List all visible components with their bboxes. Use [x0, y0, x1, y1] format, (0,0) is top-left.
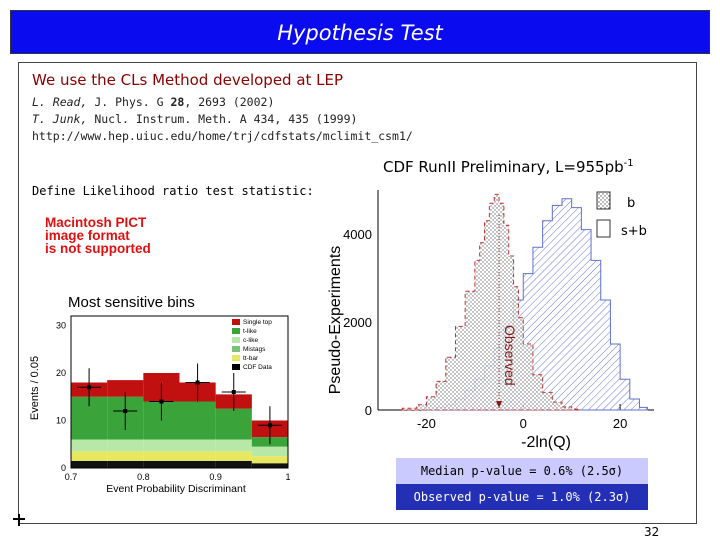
stacked-bar-segment	[252, 463, 288, 468]
median-p-value-box: Median p-value = 0.6% (2.5σ)	[396, 458, 648, 484]
ref-journal: J. Phys. G	[94, 95, 171, 109]
stacked-bar-segment	[107, 451, 143, 461]
legend-label: t-like	[243, 328, 257, 335]
y-tick-label: 0	[364, 403, 372, 418]
stacked-bar-segment	[143, 461, 179, 468]
legend-swatch-b	[596, 191, 612, 211]
y-tick-label: 10	[55, 415, 66, 426]
reference-2	[32, 112, 357, 126]
stacked-bar-segment	[71, 451, 107, 461]
reference-1	[32, 95, 274, 109]
data-point	[268, 423, 272, 427]
stacked-bar-segment	[216, 461, 252, 468]
title-bar	[10, 10, 710, 54]
observed-label: Observed	[502, 325, 519, 386]
stacked-bar-segment	[252, 447, 288, 457]
data-point	[87, 385, 91, 389]
stacked-bar-segment	[143, 440, 179, 452]
stacked-bar-segment	[71, 461, 107, 468]
stacked-bar-segment	[107, 461, 143, 468]
reference-url[interactable]: http://www.hep.uiuc.edu/home/trj/cdfstats/mclimit_csm1/	[32, 129, 413, 143]
ref-author: L. Read,	[32, 95, 88, 109]
pict-line: image format	[45, 228, 130, 243]
cdf-header-text: CDF RunII Preliminary, L=955pb	[383, 158, 624, 176]
observed-p-value-box: Observed p-value = 1.0% (2.3σ)	[396, 484, 648, 510]
x-tick-label: -20	[417, 416, 436, 431]
stacked-bar-segment	[180, 440, 216, 452]
ref-rest: , 2693 (2002)	[184, 95, 275, 109]
legend-label: CDF Data	[243, 364, 272, 371]
y-tick-label: 20	[55, 368, 66, 378]
legend-label: c-like	[243, 337, 259, 344]
stacked-bar-segment	[107, 440, 143, 452]
define-statistic-text: Define Likelihood ratio test statistic:	[32, 184, 314, 198]
stacked-bar-segment	[216, 440, 252, 452]
legend-label-sb: s+b	[621, 224, 647, 239]
stacked-bar-segment	[143, 451, 179, 461]
legend-swatch	[232, 319, 240, 325]
y-axis-label: Events / 0.05	[29, 355, 41, 421]
x-tick-label: 0.8	[137, 472, 150, 482]
data-point	[232, 390, 236, 394]
y-tick-label: 30	[55, 320, 66, 331]
method-heading: We use the CLs Method developed at LEP	[32, 71, 344, 89]
pict-line: is not supported	[45, 241, 151, 256]
legend-swatch	[232, 355, 240, 361]
cdf-header	[383, 158, 634, 176]
page-number: 32	[644, 525, 660, 539]
x-tick-label: 1	[285, 472, 291, 482]
y-axis-label: Pseudo-Experiments	[327, 245, 344, 395]
ref-journal: Nucl. Instrum. Meth. A 434, 435 (1999)	[94, 112, 358, 126]
y-tick-label: 2000	[343, 315, 372, 330]
most-sensitive-bins-label: Most sensitive bins	[68, 294, 195, 311]
x-tick-label: 0.9	[209, 472, 222, 482]
data-point	[159, 400, 163, 404]
x-axis-label: -2ln(Q)	[521, 434, 571, 451]
legend-swatch	[232, 337, 240, 343]
legend-swatch-sb	[596, 219, 612, 239]
stacked-bar-segment	[180, 402, 216, 440]
legend-label: Single top	[243, 319, 272, 326]
legend-swatch	[232, 346, 240, 352]
stacked-bar-segment	[216, 451, 252, 461]
x-tick-label: 0.7	[64, 472, 78, 482]
cdf-header-exponent: -1	[623, 158, 634, 169]
legend-swatch	[232, 364, 240, 370]
y-tick-label: 4000	[343, 227, 372, 242]
stacked-bar-segment	[180, 461, 216, 468]
stacked-bar-segment	[180, 451, 216, 461]
sensitive-bins-chart	[26, 312, 296, 498]
corner-mark	[13, 518, 25, 520]
ref-author: T. Junk,	[32, 112, 88, 126]
ref-volume: 28	[170, 95, 185, 109]
slide-title: Hypothesis Test	[277, 21, 443, 45]
legend-swatch	[232, 328, 240, 334]
x-tick-label: 0	[519, 416, 527, 431]
legend-label: tt-bar	[243, 355, 259, 362]
pict-placeholder-image	[45, 216, 151, 255]
y-tick-label: 0	[60, 463, 66, 473]
pict-line: Macintosh PICT	[45, 215, 147, 230]
x-axis-label: Event Probability Discriminant	[106, 483, 246, 495]
data-point	[123, 409, 127, 413]
stacked-bar-segment	[71, 440, 107, 452]
stacked-bar-segment	[252, 456, 288, 463]
stacked-bar-segment	[216, 409, 252, 440]
legend-label-b: b	[627, 196, 636, 211]
x-tick-label: 20	[612, 416, 628, 431]
legend-label: Mistags	[243, 346, 266, 353]
data-point	[196, 381, 200, 385]
corner-mark	[18, 514, 20, 526]
